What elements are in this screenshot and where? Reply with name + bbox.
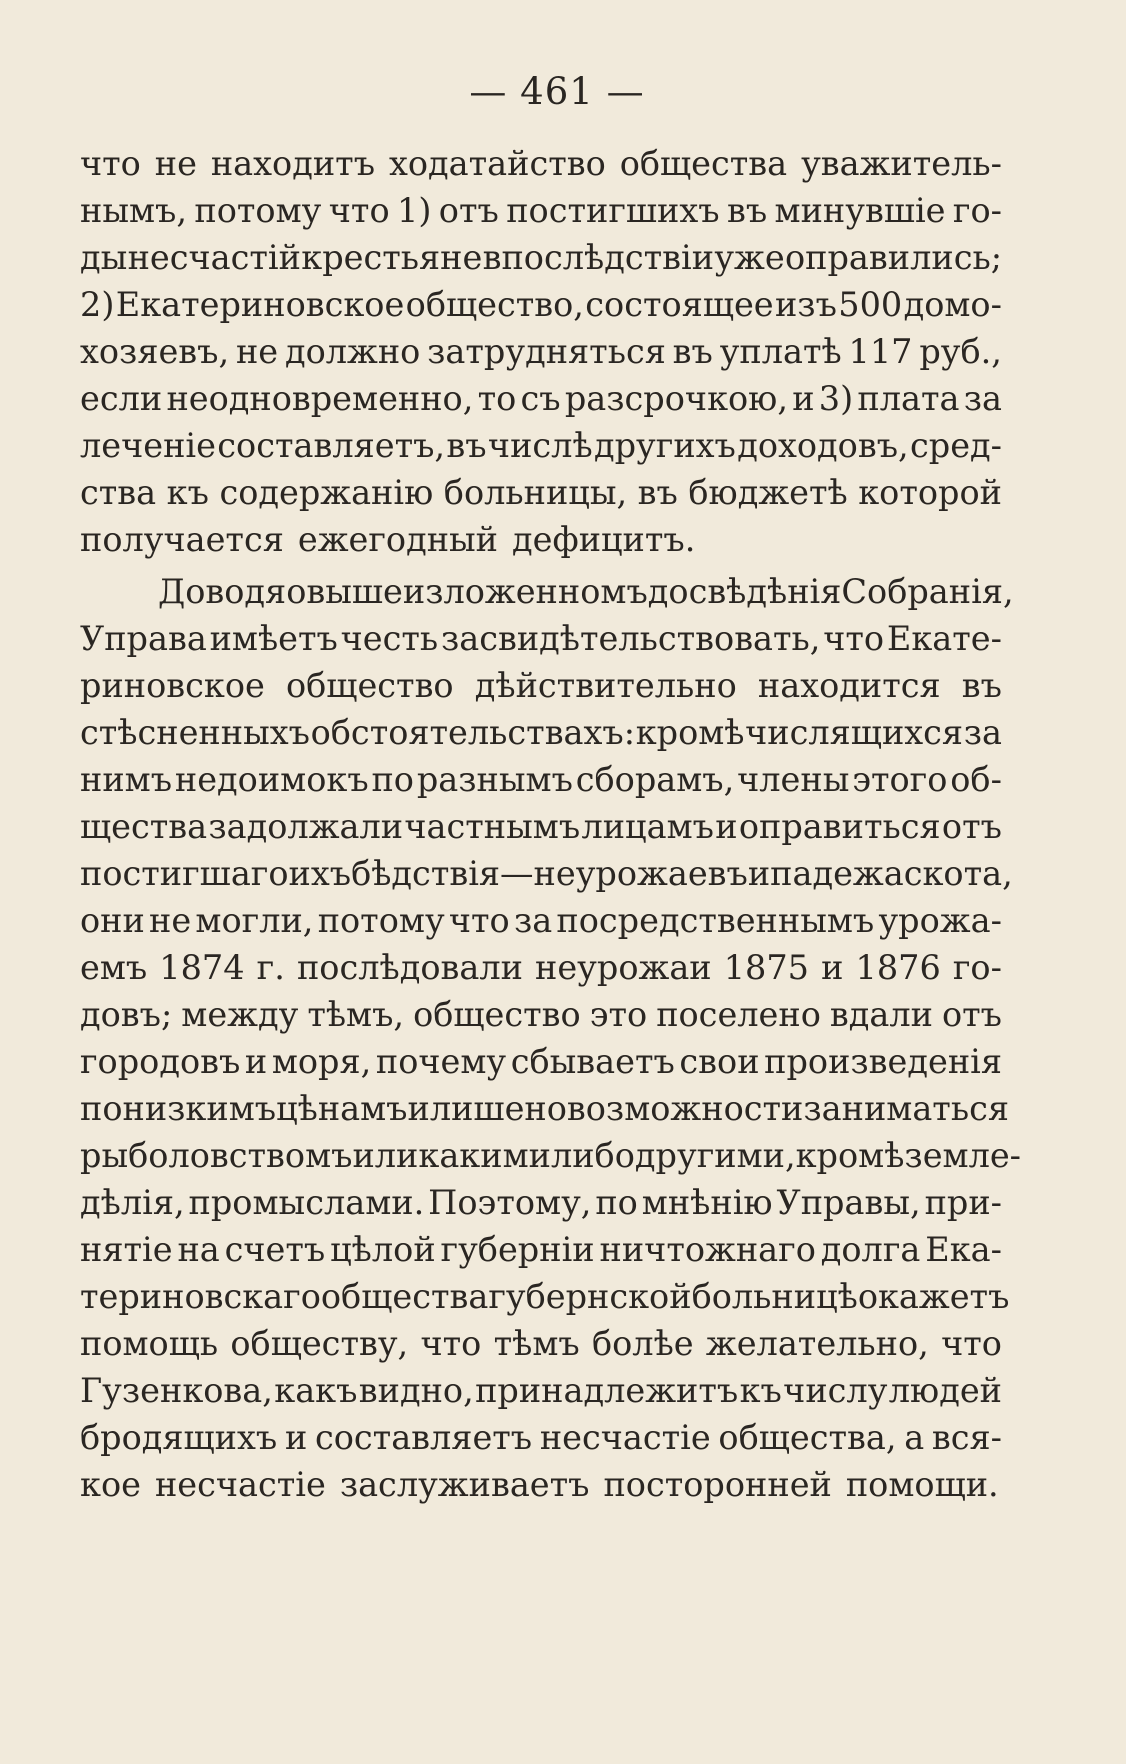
- text-line: териновскаго общества губернской больницѣ окажетъ: [80, 1277, 1010, 1316]
- text-line: помощь обществу, что тѣмъ болѣе желательно, что: [80, 1324, 1002, 1363]
- text-line: хозяевъ, не должно затрудняться въ уплатѣ 117 руб.,: [80, 332, 1002, 371]
- text-line: нимъ недоимокъ по разнымъ сборамъ, члены этого об-: [80, 760, 1002, 799]
- paragraph: [80, 140, 1002, 563]
- text-line: довъ; между тѣмъ, общество это поселено вдали отъ: [80, 995, 1002, 1034]
- text-line: что не находитъ ходатайство общества уважитель-: [80, 144, 1002, 183]
- text-line: Управа имѣетъ честь засвидѣтельствовать, что Екате-: [80, 619, 1002, 658]
- text-line: по низкимъ цѣнамъ и лишено возможности заниматься: [80, 1089, 1009, 1128]
- text-line: емъ 1874 г. послѣдовали неурожаи 1875 и 1876 го-: [80, 948, 1002, 987]
- text-line: если неодновременно, то съ разсрочкою, и 3) плата за: [80, 379, 1002, 418]
- text-line: кое несчастіе заслуживаетъ посторонней помощи.: [80, 1465, 999, 1504]
- text-line: постигшаго ихъ бѣдствія—неурожаевъ и падежа скота,: [80, 854, 1013, 893]
- text-line: щества задолжали частнымъ лицамъ и оправиться отъ: [80, 807, 1002, 846]
- text-line: ды несчастій крестьяне впослѣдствіи уже оправились;: [80, 238, 1002, 277]
- text-line: городовъ и моря, почему сбываетъ свои произведенія: [80, 1042, 1002, 1081]
- text-line: стѣсненныхъ обстоятельствахъ: кромѣ числящихся за: [80, 713, 1002, 752]
- paragraph: [80, 568, 1022, 1508]
- page-number: — 461 —: [469, 70, 645, 113]
- text-line: бродящихъ и составляетъ несчастіе общества, а вся-: [80, 1418, 1002, 1457]
- text-line: Гузенкова, какъ видно, принадлежитъ къ числу людей: [80, 1371, 1002, 1410]
- text-line: риновское общество дѣйствительно находится въ: [80, 666, 1002, 705]
- text-line: нятіе на счетъ цѣлой губерніи ничтожнаго долга Ека-: [80, 1230, 1002, 1269]
- text-line: леченіе составляетъ, въ числѣ другихъ доходовъ, сред-: [80, 426, 1002, 465]
- text-line: получается ежегодный дефицитъ.: [80, 520, 696, 559]
- text-line: 2) Екатериновское общество, состоящее изъ 500 домо-: [80, 285, 1002, 324]
- body-text: [80, 140, 1022, 1508]
- text-line: они не могли, потому что за посредственнымъ урожа-: [80, 901, 1002, 940]
- text-line: Доводя о вышеизложенномъ до свѣдѣнія Собранія,: [158, 572, 1014, 611]
- text-line: ства къ содержанію больницы, въ бюджетѣ которой: [80, 473, 1002, 512]
- text-line: нымъ, потому что 1) отъ постигшихъ въ минувшіе го-: [80, 191, 1002, 230]
- text-line: дѣлія, промыслами. Поэтому, по мнѣнію Управы, при-: [80, 1183, 1002, 1222]
- text-line: рыболовствомъ или какими либо другими, кромѣ земле-: [80, 1136, 1022, 1175]
